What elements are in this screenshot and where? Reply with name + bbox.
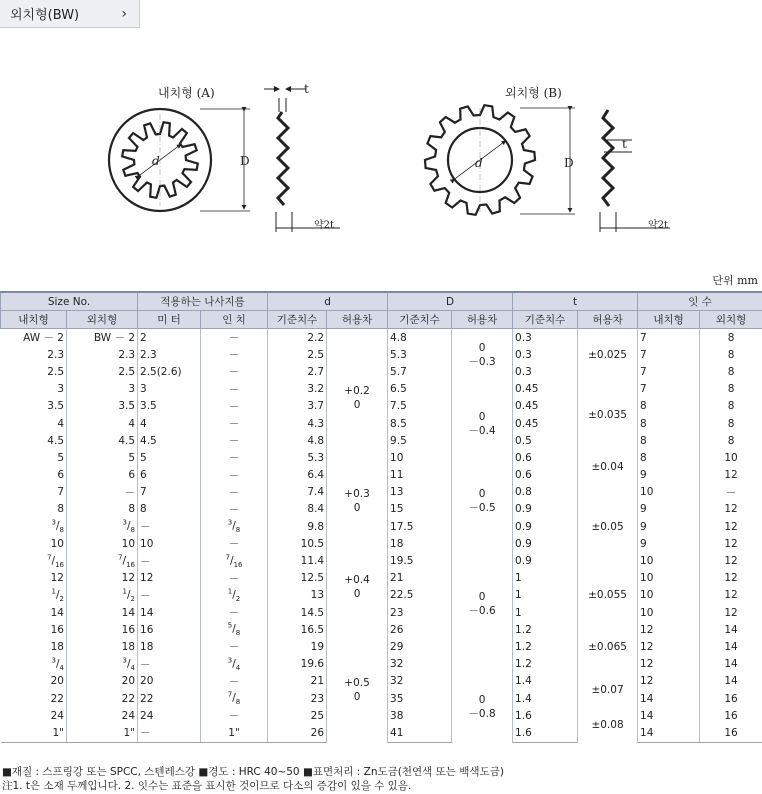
cell-teeth-internal: 8 [638,449,700,466]
cell-teeth-external: 8 [700,346,762,363]
cell-inch: － [201,535,268,552]
cell-D-std: 19.5 [388,552,452,569]
cell-t-std: 1.2 [513,638,578,655]
cell-teeth-external: 8 [700,415,762,432]
cell-inch: － [201,449,268,466]
cell-d-tolerance [327,535,388,638]
cell-metric: － [138,724,201,742]
header-teeth-int: 내치형 [638,311,700,329]
tol-minus: －0.6 [468,605,496,617]
cell-inch: $^5/_8$ [201,621,268,638]
cell-internal-size: 2.5 [1,363,67,380]
cell-teeth-internal: 8 [638,415,700,432]
cell-t-std: 1.2 [513,621,578,638]
cell-t-std: 0.45 [513,398,578,415]
cell-internal-size: 18 [1,638,67,655]
cell-metric: 10 [138,535,201,552]
cell-D-std: 5.7 [388,363,452,380]
cell-external-size: 16 [67,621,138,638]
cell-teeth-external: 8 [700,329,762,347]
cell-inch: $^1/_2$ [201,587,268,604]
cell-external-size: － [67,484,138,501]
tol-minus: －0.5 [468,501,496,514]
dim-D-b: D [564,156,574,170]
cell-D-std: 4.8 [388,329,452,347]
cell-t-std: 1.6 [513,724,578,742]
cell-D-std: 41 [388,724,452,742]
cell-teeth-external: － [700,484,762,501]
cell-external-size: 8 [67,501,138,518]
cell-metric: 12 [138,570,201,587]
unit-label: 단위 mm [712,274,758,287]
cell-teeth-internal: 12 [638,673,700,690]
dim-approx-a: 약2t [314,220,335,231]
cell-teeth-internal: 7 [638,329,700,347]
cell-D-std: 38 [388,707,452,724]
cell-d-std: 14.5 [268,604,327,621]
cell-internal-size: 4.5 [1,432,67,449]
header-d-std: 기준치수 [268,311,327,329]
cell-internal-size: 16 [1,621,67,638]
cell-t-std: 0.3 [513,363,578,380]
cell-external-size: BW － 2 [67,329,138,347]
cell-D-std: 13 [388,484,452,501]
tol-zero: 0 [353,398,361,411]
cell-metric: 6 [138,467,201,484]
cell-t-std: 0.3 [513,346,578,363]
spec-table [0,291,762,743]
cell-inch: － [201,707,268,724]
cell-inch: － [201,415,268,432]
cell-d-std: 26 [268,724,327,742]
cell-D-std: 15 [388,501,452,518]
cell-D-tolerance [452,467,513,536]
cell-t-std: 0.45 [513,415,578,432]
cell-d-std: 11.4 [268,552,327,569]
cell-teeth-external: 12 [700,501,762,518]
cell-inch: － [201,484,268,501]
cell-D-std: 29 [388,638,452,655]
washer-drawing [0,30,762,245]
cell-metric: － [138,656,201,673]
cell-external-size: 4.5 [67,432,138,449]
cell-teeth-external: 12 [700,535,762,552]
cell-teeth-internal: 7 [638,346,700,363]
cell-teeth-external: 12 [700,552,762,569]
cell-external-size: 10 [67,535,138,552]
cell-d-std: 2.2 [268,329,327,347]
cell-metric: 16 [138,621,201,638]
cell-D-std: 35 [388,690,452,707]
cell-external-size: 3 [67,381,138,398]
cell-t-std: 1 [513,570,578,587]
cell-internal-size: 5 [1,449,67,466]
cell-teeth-external: 16 [700,690,762,707]
cell-inch: 1" [201,724,268,742]
cell-D-std: 8.5 [388,415,452,432]
cell-D-tolerance [452,329,513,381]
cell-t-std: 0.6 [513,467,578,484]
tol-plus: +0.2 [344,384,370,397]
header-teeth: 잇 수 [638,292,762,311]
cell-teeth-internal: 10 [638,604,700,621]
cell-teeth-external: 10 [700,449,762,466]
cell-external-size: 24 [67,707,138,724]
cell-inch: － [201,363,268,380]
tol-minus: －0.4 [468,424,496,437]
cell-teeth-internal: 10 [638,484,700,501]
cell-D-std: 23 [388,604,452,621]
internal-label: 내치형 (A) [158,86,215,100]
header-t-std: 기준치수 [513,311,578,329]
cell-d-std: 5.3 [268,449,327,466]
cell-teeth-internal: 12 [638,621,700,638]
cell-t-std: 1 [513,604,578,621]
table-row [1,329,762,347]
cell-internal-size: $^3/_4$ [1,656,67,673]
cell-teeth-internal: 7 [638,381,700,398]
header-inch: 인 치 [201,311,268,329]
tol-zero: 0 [478,341,486,354]
cell-teeth-internal: 8 [638,432,700,449]
cell-inch: $^7/_{16}$ [201,552,268,569]
cell-D-std: 5.3 [388,346,452,363]
cell-teeth-internal: 9 [638,518,700,535]
cell-external-size: 5 [67,449,138,466]
cell-t-std: 0.9 [513,535,578,552]
cell-metric: 2.3 [138,346,201,363]
cell-t-tolerance: ±0.035 [578,381,638,450]
cell-metric: － [138,518,201,535]
header-d-tol: 허용차 [327,311,388,329]
cell-t-std: 0.9 [513,552,578,569]
tol-minus: －0.3 [468,355,496,368]
cell-t-std: 0.9 [513,501,578,518]
cell-external-size: 12 [67,570,138,587]
cell-teeth-external: 12 [700,518,762,535]
cell-metric: 2.5(2.6) [138,363,201,380]
dim-d-a: d [152,154,160,168]
tol-zero: 0 [478,694,486,707]
cell-metric: 7 [138,484,201,501]
cell-teeth-external: 16 [700,724,762,742]
cell-external-size: 3.5 [67,398,138,415]
cell-inch: － [201,346,268,363]
cell-teeth-external: 8 [700,381,762,398]
cell-d-std: 7.4 [268,484,327,501]
cell-inch: － [201,432,268,449]
cell-t-std: 1 [513,587,578,604]
cell-teeth-internal: 10 [638,552,700,569]
tol-zero: 0 [478,410,486,423]
cell-teeth-internal: 10 [638,570,700,587]
dim-approx-b: 약2t [648,220,669,231]
cell-external-size: $^1/_2$ [67,587,138,604]
cell-internal-size: 8 [1,501,67,518]
cell-t-tolerance: ±0.08 [578,707,638,742]
cell-inch: $^7/_8$ [201,690,268,707]
cell-d-std: 23 [268,690,327,707]
cell-external-size: $^7/_{16}$ [67,552,138,569]
cell-external-size: 6 [67,467,138,484]
cell-inch: － [201,673,268,690]
cell-metric: 3.5 [138,398,201,415]
cell-d-std: 6.4 [268,467,327,484]
cell-inch: $^3/_4$ [201,656,268,673]
cell-d-std: 3.7 [268,398,327,415]
cell-t-std: 0.9 [513,518,578,535]
cell-metric: 2 [138,329,201,347]
tol-plus: +0.5 [344,677,370,690]
cell-teeth-external: 8 [700,363,762,380]
tol-zero: 0 [353,587,361,600]
cell-t-std: 1.2 [513,656,578,673]
cell-d-std: 21 [268,673,327,690]
table-row [1,467,762,484]
header-metric: 미 터 [138,311,201,329]
cell-metric: 5 [138,449,201,466]
cell-internal-size: 7 [1,484,67,501]
dim-t-a: t [304,82,309,96]
cell-t-std: 0.6 [513,449,578,466]
cell-D-std: 32 [388,656,452,673]
external-label: 외치형 (B) [505,86,562,100]
cell-external-size: 22 [67,690,138,707]
cell-inch: － [201,381,268,398]
cell-t-tolerance: ±0.025 [578,329,638,381]
cell-t-tolerance: ±0.04 [578,449,638,483]
cell-t-tolerance: ±0.055 [578,570,638,622]
cell-teeth-internal: 9 [638,535,700,552]
header-D: D [388,292,513,311]
cell-metric: 4 [138,415,201,432]
tab-external-tooth-bw[interactable] [0,0,140,28]
cell-D-std: 18 [388,535,452,552]
cell-inch: － [201,329,268,347]
cell-d-tolerance [327,638,388,742]
cell-teeth-external: 14 [700,673,762,690]
cell-teeth-external: 8 [700,398,762,415]
cell-teeth-internal: 14 [638,724,700,742]
side-profile-b [600,110,670,232]
footer-notes-line: 注1. t은 소재 두께입니다. 2. 잇수는 표준을 표시한 것이므로 다소의 증감이 있을 수 있음. [2,780,412,792]
dim-D-a: D [240,154,250,168]
header-size-no: Size No. [1,292,138,311]
tab-label: 외치형(BW) [10,8,80,23]
cell-teeth-external: 12 [700,467,762,484]
cell-D-std: 22.5 [388,587,452,604]
table-row [1,638,762,655]
cell-metric: 18 [138,638,201,655]
cell-inch: $^3/_8$ [201,518,268,535]
cell-metric: 8 [138,501,201,518]
cell-metric: 20 [138,673,201,690]
cell-teeth-internal: 14 [638,707,700,724]
cell-teeth-internal: 7 [638,363,700,380]
cell-internal-size: 10 [1,535,67,552]
tol-zero: 0 [353,501,361,514]
cell-D-tolerance [452,381,513,467]
cell-external-size: $^3/_8$ [67,518,138,535]
cell-metric: 3 [138,381,201,398]
cell-d-std: 19 [268,638,327,655]
cell-D-tolerance [452,673,513,742]
cell-metric: 22 [138,690,201,707]
cell-internal-size: 3.5 [1,398,67,415]
cell-teeth-external: 12 [700,570,762,587]
cell-teeth-external: 14 [700,638,762,655]
cell-D-std: 9.5 [388,432,452,449]
cell-d-std: 13 [268,587,327,604]
cell-d-std: 16.5 [268,621,327,638]
tol-plus: +0.4 [344,573,370,586]
cell-D-std: 26 [388,621,452,638]
cell-D-std: 10 [388,449,452,466]
cell-teeth-external: 8 [700,432,762,449]
cell-inch: － [201,398,268,415]
cell-t-std: 0.45 [513,381,578,398]
cell-d-std: 4.3 [268,415,327,432]
header-t: t [513,292,638,311]
cell-external-size: 4 [67,415,138,432]
cell-t-std: 0.5 [513,432,578,449]
cell-external-size: 2.5 [67,363,138,380]
cell-D-std: 6.5 [388,381,452,398]
cell-d-std: 4.8 [268,432,327,449]
cell-inch: － [201,638,268,655]
cell-teeth-internal: 14 [638,690,700,707]
cell-D-std: 32 [388,673,452,690]
cell-teeth-internal: 9 [638,501,700,518]
header-teeth-ext: 외치형 [700,311,762,329]
tol-minus: －0.8 [468,708,496,721]
tol-zero: 0 [353,691,361,704]
header-d: d [268,292,388,311]
cell-t-tolerance: ±0.07 [578,673,638,707]
cell-t-std: 0.8 [513,484,578,501]
cell-internal-size: 1" [1,724,67,742]
cell-d-std: 9.8 [268,518,327,535]
header-D-std: 기준치수 [388,311,452,329]
cell-t-tolerance: ±0.05 [578,484,638,570]
cell-d-std: 3.2 [268,381,327,398]
table-row [1,535,762,552]
cell-internal-size: 24 [1,707,67,724]
cell-d-std: 19.6 [268,656,327,673]
cell-D-std: 17.5 [388,518,452,535]
cell-internal-size: 2.3 [1,346,67,363]
cell-d-tolerance [327,329,388,467]
cell-external-size: 1" [67,724,138,742]
side-profile-a [264,89,340,232]
cell-inch: － [201,570,268,587]
cell-D-std: 11 [388,467,452,484]
cell-d-std: 2.7 [268,363,327,380]
cell-teeth-internal: 12 [638,638,700,655]
cell-metric: 4.5 [138,432,201,449]
cell-internal-size: 4 [1,415,67,432]
cell-t-tolerance: ±0.065 [578,621,638,673]
internal-tooth-washer-drawing [109,109,211,211]
tol-plus: +0.3 [344,487,370,500]
cell-metric: － [138,552,201,569]
footer-material-line: ■재질 : 스프링강 또는 SPCC, 스텐레스강 ■경도 : HRC 40~50 ■표면처리 : Zn도금(천연색 또는 백색도금) [2,766,504,778]
cell-internal-size: 22 [1,690,67,707]
tol-zero: 0 [478,487,486,500]
dim-t-b: t [622,137,627,151]
header-screw-diameter: 적용하는 나사지름 [138,292,268,311]
cell-metric: 14 [138,604,201,621]
cell-D-tolerance [452,535,513,673]
cell-D-std: 7.5 [388,398,452,415]
cell-internal-size: 12 [1,570,67,587]
cell-metric: － [138,587,201,604]
cell-t-std: 1.4 [513,690,578,707]
cell-d-std: 2.5 [268,346,327,363]
header-D-tol: 허용차 [452,311,513,329]
cell-d-std: 8.4 [268,501,327,518]
cell-teeth-internal: 10 [638,587,700,604]
cell-external-size: 2.3 [67,346,138,363]
cell-external-size: 20 [67,673,138,690]
cell-internal-size: $^3/_8$ [1,518,67,535]
chevron-right-icon: › [121,5,127,22]
cell-inch: － [201,604,268,621]
cell-internal-size: $^7/_{16}$ [1,552,67,569]
cell-internal-size: 20 [1,673,67,690]
cell-teeth-external: 12 [700,604,762,621]
tol-zero: 0 [478,591,486,603]
cell-teeth-external: 12 [700,587,762,604]
cell-teeth-external: 16 [700,707,762,724]
cell-external-size: $^3/_4$ [67,656,138,673]
cell-internal-size: 14 [1,604,67,621]
cell-t-std: 0.3 [513,329,578,347]
cell-internal-size: AW － 2 [1,329,67,347]
cell-internal-size: 3 [1,381,67,398]
cell-teeth-internal: 12 [638,656,700,673]
cell-d-std: 12.5 [268,570,327,587]
cell-teeth-external: 14 [700,621,762,638]
cell-d-std: 10.5 [268,535,327,552]
cell-teeth-internal: 9 [638,467,700,484]
cell-d-tolerance [327,467,388,536]
cell-t-std: 1.4 [513,673,578,690]
cell-D-std: 21 [388,570,452,587]
cell-inch: － [201,467,268,484]
header-t-tol: 허용차 [578,311,638,329]
cell-internal-size: 6 [1,467,67,484]
cell-t-std: 1.6 [513,707,578,724]
dim-d-b: d [475,156,483,170]
cell-internal-size: $^1/_2$ [1,587,67,604]
header-internal: 내치형 [1,311,67,329]
header-external: 외치형 [67,311,138,329]
cell-metric: 24 [138,707,201,724]
cell-inch: － [201,501,268,518]
cell-teeth-external: 14 [700,656,762,673]
cell-teeth-internal: 8 [638,398,700,415]
cell-external-size: 14 [67,604,138,621]
cell-external-size: 18 [67,638,138,655]
cell-d-std: 25 [268,707,327,724]
